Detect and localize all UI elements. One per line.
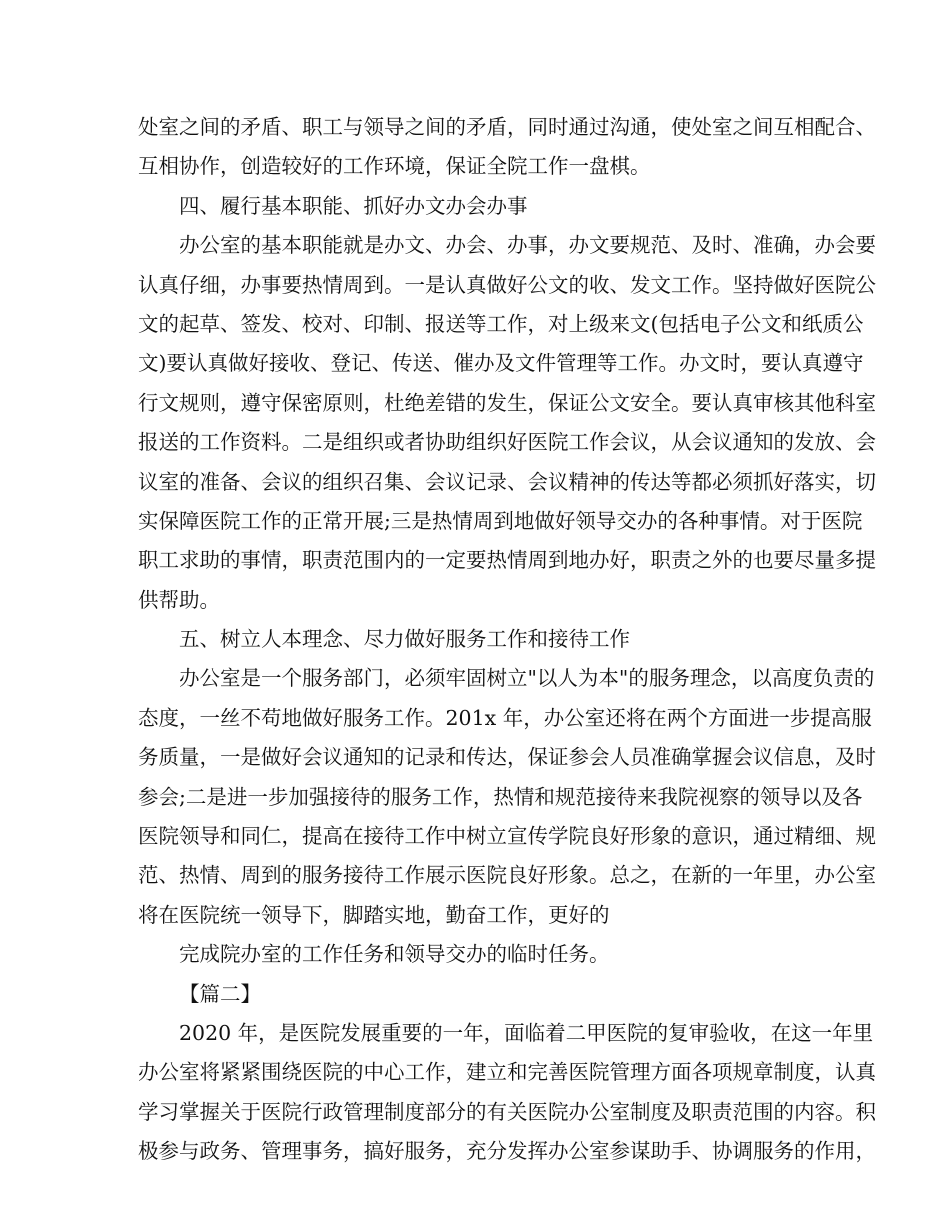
text-line: 四、履行基本职能、抓好办文办会办事 (179, 193, 528, 218)
text-line: 学习掌握关于医院行政管理制度部分的有关医院办公室制度及职责范围的内容。积 (138, 1099, 876, 1124)
text-line: 极参与政务、管理事务，搞好服务，充分发挥办公室参谋助手、协调服务的作用， (138, 1139, 876, 1164)
text-line: 参会;二是进一步加强接待的服务工作，热情和规范接待来我院视察的领导以及各 (138, 784, 863, 809)
text-line: 行文规则，遵守保密原则，杜绝差错的发生，保证公文安全。要认真审核其他科室 (138, 390, 876, 415)
text-line: 范、热情、周到的服务接待工作展示医院良好形象。总之，在新的一年里，办公室 (138, 863, 876, 888)
text-line: 认真仔细，办事要热情周到。一是认真做好公文的收、发文工作。坚持做好医院公 (138, 272, 876, 297)
text-line: 办公室的基本职能就是办文、办会、办事，办文要规范、及时、准确，办会要 (179, 233, 876, 258)
document-body (138, 108, 876, 1172)
text-line: 办公室是一个服务部门，必须牢固树立"以人为本"的服务理念，以高度负责的 (179, 666, 875, 691)
text-line: 务质量，一是做好会议通知的记录和传达，保证参会人员准确掌握会议信息，及时 (138, 745, 876, 770)
text-line: 互相协作，创造较好的工作环境，保证全院工作一盘棋。 (138, 154, 651, 179)
text-line: 2020 年，是医院发展重要的一年，面临着二甲医院的复审验收，在这一年里 (179, 1020, 874, 1045)
text-line: 报送的工作资料。二是组织或者协助组织好医院工作会议，从会议通知的发放、会 (138, 430, 876, 455)
text-line: 办公室将紧紧围绕医院的中心工作，建立和完善医院管理方面各项规章制度，认真 (138, 1060, 876, 1085)
text-line: 态度，一丝不苟地做好服务工作。201x 年，办公室还将在两个方面进一步提高服 (138, 705, 872, 730)
text-line: 将在医院统一领导下，脚踏实地，勤奋工作，更好的 (138, 902, 610, 927)
text-line: 完成院办室的工作任务和领导交办的临时任务。 (179, 942, 610, 967)
text-line: 职工求助的事情，职责范围内的一定要热情周到地办好，职责之外的也要尽量多提 (138, 548, 876, 573)
text-line: 议室的准备、会议的组织召集、会议记录、会议精神的传达等都必须抓好落实，切 (138, 469, 876, 494)
text-line: 五、树立人本理念、尽力做好服务工作和接待工作 (179, 627, 630, 652)
text-line: 供帮助。 (138, 587, 220, 612)
text-line: 【篇二】 (179, 981, 261, 1006)
text-line: 文的起草、签发、校对、印制、报送等工作，对上级来文(包括电子公文和纸质公 (138, 311, 864, 336)
text-line: 文)要认真做好接收、登记、传送、催办及文件管理等工作。办文时，要认真遵守 (138, 351, 864, 376)
text-line: 医院领导和同仁，提高在接待工作中树立宣传学院良好形象的意识，通过精细、规 (138, 824, 876, 849)
text-line: 处室之间的矛盾、职工与领导之间的矛盾，同时通过沟通，使处室之间互相配合、 (138, 115, 876, 139)
text-line: 实保障医院工作的正常开展;三是热情周到地做好领导交办的各种事情。对于医院 (138, 508, 863, 533)
